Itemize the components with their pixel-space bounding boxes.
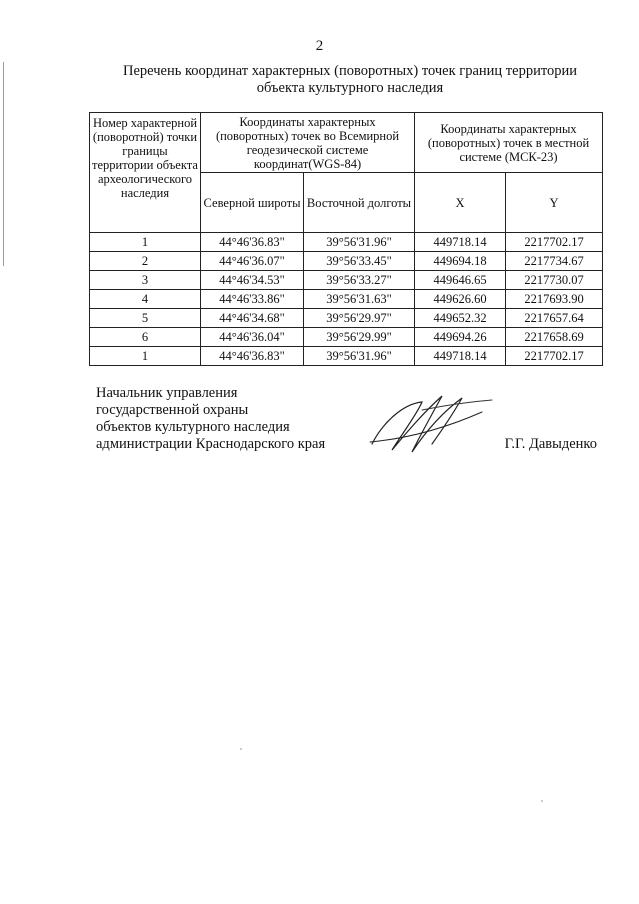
page-edge-line [3,62,4,266]
cell-point: 6 [90,328,201,347]
table-row [90,328,603,347]
cell-longitude: 39°56'29.97" [304,309,415,328]
cell-point: 1 [90,233,201,252]
cell-y: 2217658.69 [506,328,603,347]
table-row [90,252,603,271]
signatory-position [96,385,325,453]
cell-y: 2217702.17 [506,347,603,366]
scan-speck [541,800,543,802]
cell-longitude: 39°56'33.27" [304,271,415,290]
cell-x: 449718.14 [415,347,506,366]
cell-point: 3 [90,271,201,290]
cell-longitude: 39°56'31.96" [304,347,415,366]
table-header-row [90,113,603,173]
header-msk23: Координаты характерных (поворотных) точек в местной системе (МСК-23) [415,113,603,173]
scan-speck [240,748,242,750]
title-line-1: Перечень координат характерных (поворотных) точек границ территории [122,63,578,79]
cell-x: 449646.65 [415,271,506,290]
cell-longitude: 39°56'31.96" [304,233,415,252]
table-row [90,271,603,290]
cell-y: 2217657.64 [506,309,603,328]
cell-point: 5 [90,309,201,328]
table-row [90,233,603,252]
coordinates-table [89,112,603,366]
signatory-line-3: объектов культурного наследия [96,419,290,435]
header-north-latitude: Северной широты [201,173,304,233]
cell-point: 2 [90,252,201,271]
header-east-longitude: Восточной долготы [304,173,415,233]
signatory-line-2: государственной охраны [96,402,249,418]
cell-latitude: 44°46'34.68" [201,309,304,328]
cell-longitude: 39°56'31.63" [304,290,415,309]
title-line-2: объекта культурного наследия [256,80,444,96]
cell-latitude: 44°46'34.53" [201,271,304,290]
cell-x: 449718.14 [415,233,506,252]
table-row [90,347,603,366]
signatory-line-4: администрации Краснодарского края [96,436,326,452]
table-row [90,309,603,328]
signatory-name: Г.Г. Давыденко [504,436,597,452]
cell-latitude: 44°46'36.04" [201,328,304,347]
cell-point: 1 [90,347,201,366]
cell-latitude: 44°46'36.83" [201,233,304,252]
cell-y: 2217693.90 [506,290,603,309]
cell-y: 2217702.17 [506,233,603,252]
signatory-line-1: Начальник управления [96,385,238,401]
cell-x: 449694.18 [415,252,506,271]
cell-point: 4 [90,290,201,309]
page-number: 2 [315,38,324,54]
cell-y: 2217734.67 [506,252,603,271]
cell-y: 2217730.07 [506,271,603,290]
header-wgs84: Координаты характерных (поворотных) точек во Всемирной геодезической системе координат(WGS-84) [201,113,415,173]
document-title [60,63,639,97]
cell-x: 449652.32 [415,309,506,328]
cell-longitude: 39°56'33.45" [304,252,415,271]
cell-x: 449626.60 [415,290,506,309]
header-point-number: Номер характерной (поворотной) точки границы территории объекта археологического наследия [90,113,201,233]
cell-longitude: 39°56'29.99" [304,328,415,347]
cell-latitude: 44°46'36.83" [201,347,304,366]
table-row [90,290,603,309]
cell-x: 449694.26 [415,328,506,347]
cell-latitude: 44°46'36.07" [201,252,304,271]
header-x: X [415,173,506,233]
cell-latitude: 44°46'33.86" [201,290,304,309]
handwritten-signature [362,384,497,464]
header-y: Y [506,173,603,233]
